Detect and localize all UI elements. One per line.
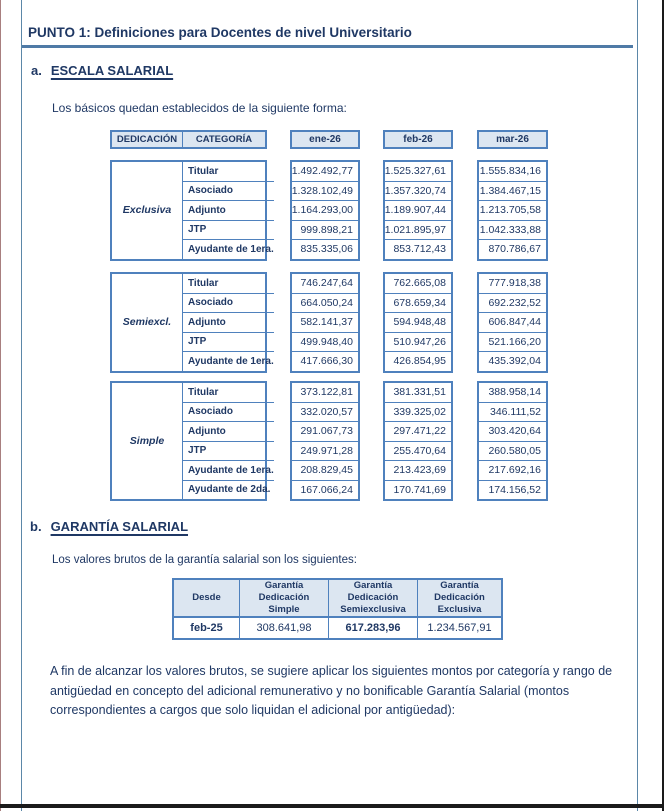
categoria-cell: Titular: [183, 274, 274, 294]
section-b-closing-paragraph: A fin de alcanzar los valores brutos, se sugiere aplicar los siguientes montos por categoría y rango de antigüedad en concepto del adicional remunerativo y no bonificable Garantía Salarial (montos correspondientes a cargos que solo liquidan el adicional por antigüedad):: [50, 664, 613, 717]
value-cell: 664.050,24: [292, 294, 358, 314]
section-a-heading: [31, 63, 173, 78]
value-cell: 582.141,37: [292, 313, 358, 333]
value-cell: 762.665,08: [385, 274, 451, 294]
value-cell: 510.947,26: [385, 333, 451, 353]
dedicacion-categoria-table: [110, 272, 274, 373]
garantia-value-desde: feb-25: [174, 618, 240, 638]
categoria-cell: Ayudante de 1era.: [188, 243, 274, 255]
garantia-header-simple: Garantía Dedicación Simple: [240, 580, 329, 618]
section-b-letter: b.: [30, 519, 42, 534]
categoria-cell: JTP: [183, 221, 274, 241]
value-cell: 678.659,34: [385, 294, 451, 314]
value-cell: 260.580,05: [479, 442, 546, 462]
month-value-table-ene-26: [290, 272, 360, 373]
garantia-header-semiexclusiva: Garantía Dedicación Semiexclusiva: [329, 580, 418, 618]
value-cell: 435.392,04: [488, 355, 541, 368]
value-cell: 777.918,38: [479, 274, 546, 294]
escala-salarial-tables: [110, 130, 560, 510]
value-cell: 1.021.895,97: [385, 221, 451, 241]
garantia-header-desde: Desde: [174, 580, 240, 618]
categoria-column: [183, 274, 274, 371]
header-month-feb26: feb-26: [383, 130, 453, 149]
value-cell: 174.156,52: [488, 483, 541, 496]
value-cell: 346.111,52: [479, 403, 546, 423]
categoria-cell: JTP: [183, 333, 274, 353]
garantia-table: [172, 578, 503, 640]
value-cell: 381.331,51: [385, 383, 451, 403]
value-cell: 870.786,67: [488, 243, 541, 256]
month-value-table-mar-26: [477, 381, 548, 501]
section-b-heading-text: GARANTÍA SALARIAL: [50, 519, 189, 534]
garantia-value-exclusiva: 1.234.567,91: [427, 622, 492, 634]
dedicacion-categoria-table: [110, 381, 274, 501]
value-cell: 1.525.327,61: [385, 162, 451, 182]
month-value-table-feb-26: [383, 272, 453, 373]
section-a-intro: Los básicos quedan establecidos de la siguiente forma:: [52, 101, 347, 115]
value-cell: 1.555.834,16: [479, 162, 546, 182]
categoria-cell: Ayudante de 1era.: [188, 355, 274, 367]
value-cell: 339.325,02: [385, 403, 451, 423]
value-cell: 692.232,52: [479, 294, 546, 314]
dedicacion-categoria-table: [110, 160, 274, 261]
page-border-left: [21, 0, 22, 811]
value-cell: 999.898,21: [292, 221, 358, 241]
value-cell: 208.829,45: [292, 461, 358, 481]
value-cell: 606.847,44: [479, 313, 546, 333]
header-dedicacion: DEDICACIÓN: [112, 132, 183, 147]
value-cell: 417.666,30: [300, 355, 353, 368]
categoria-cell: Ayudante de 1era.: [183, 461, 274, 481]
value-cell: 217.692,16: [479, 461, 546, 481]
bottom-black-bar: [0, 804, 664, 808]
value-cell: 853.712,43: [393, 243, 446, 256]
value-cell: 213.423,69: [385, 461, 451, 481]
value-cell: 1.042.333,88: [479, 221, 546, 241]
dedicacion-cell: Simple: [112, 383, 183, 499]
value-cell: 303.420,64: [479, 422, 546, 442]
title-divider-rule: [22, 45, 633, 48]
categoria-cell: JTP: [183, 442, 274, 462]
value-cell: 291.067,73: [292, 422, 358, 442]
month-value-table-feb-26: [383, 160, 453, 261]
section-b-heading: [30, 519, 188, 534]
value-cell: 499.948,40: [292, 333, 358, 353]
header-month-ene26: ene-26: [290, 130, 360, 149]
page-title: PUNTO 1: Definiciones para Docentes de nivel Universitario: [28, 25, 412, 40]
section-b-intro: Los valores brutos de la garantía salarial son los siguientes:: [52, 554, 357, 566]
value-cell: 388.958,14: [479, 383, 546, 403]
value-cell: 594.948,48: [385, 313, 451, 333]
value-cell: 1.189.907,44: [385, 201, 451, 221]
value-cell: 170.741,69: [393, 483, 446, 496]
month-value-table-mar-26: [477, 160, 548, 261]
value-cell: 297.471,22: [385, 422, 451, 442]
dedicacion-cell: Exclusiva: [112, 162, 183, 259]
page-border-right: [637, 0, 638, 811]
garantia-value-semiexclusiva: 617.283,96: [329, 618, 418, 638]
month-value-table-mar-26: [477, 272, 548, 373]
categoria-cell: Asociado: [183, 294, 274, 314]
escala-header-left: [110, 130, 267, 149]
categoria-cell: Ayudante de 2da.: [188, 484, 271, 496]
value-cell: 167.066,24: [300, 483, 353, 496]
value-cell: 1.357.320,74: [385, 182, 451, 202]
value-cell: 332.020,57: [292, 403, 358, 423]
categoria-cell: Asociado: [183, 182, 274, 202]
garantia-header-exclusiva: Garantía Dedicación Exclusiva: [418, 580, 501, 618]
categoria-cell: Adjunto: [183, 422, 274, 442]
month-value-table-ene-26: [290, 381, 360, 501]
value-cell: 255.470,64: [385, 442, 451, 462]
value-cell: 249.971,28: [292, 442, 358, 462]
categoria-cell: Adjunto: [183, 201, 274, 221]
garantia-value-simple: 308.641,98: [240, 618, 329, 638]
dedicacion-cell: Semiexcl.: [112, 274, 183, 371]
categoria-cell: Adjunto: [183, 313, 274, 333]
value-cell: 426.854,95: [393, 355, 446, 368]
value-cell: 835.335,06: [300, 243, 353, 256]
value-cell: 373.122,81: [292, 383, 358, 403]
value-cell: 1.328.102,49: [292, 182, 358, 202]
categoria-cell: Asociado: [183, 403, 274, 423]
header-categoria: CATEGORÍA: [195, 134, 253, 145]
categoria-cell: Titular: [183, 383, 274, 403]
value-cell: 1.492.492,77: [292, 162, 358, 182]
value-cell: 746.247,64: [292, 274, 358, 294]
month-value-table-ene-26: [290, 160, 360, 261]
value-cell: 1.384.467,15: [479, 182, 546, 202]
value-cell: 1.213.705,58: [479, 201, 546, 221]
categoria-cell: Titular: [183, 162, 274, 182]
section-a-letter: a.: [31, 63, 42, 78]
left-edge-maroon-line: [0, 0, 1, 811]
section-a-heading-text: ESCALA SALARIAL: [50, 63, 174, 78]
value-cell: 521.166,20: [479, 333, 546, 353]
categoria-column: [183, 162, 274, 259]
month-value-table-feb-26: [383, 381, 453, 501]
header-month-mar26: mar-26: [477, 130, 548, 149]
categoria-column: [183, 383, 274, 499]
value-cell: 1.164.293,00: [292, 201, 358, 221]
